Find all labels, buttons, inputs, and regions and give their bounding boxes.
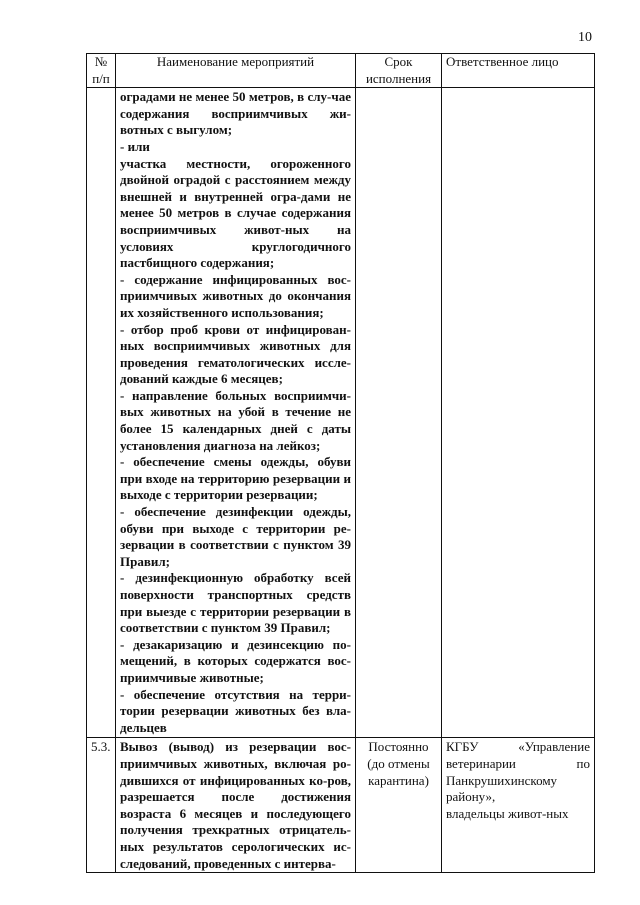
measure-item: оградами не менее 50 метров, в слу-чае содержания восприимчивых жи-вотных с выгулом;	[120, 89, 351, 138]
measure-item: - обеспечение смены одежды, обуви при входе на территорию резервации и выходе с территории резервации;	[120, 454, 351, 503]
measure-item: - дезинфекционную обработку всей поверхности транспортных средств при выезде с территории резервации в соответствии с пунктом 39 Правил;	[120, 570, 351, 636]
measure-item: - дезакаризацию и дезинсекцию по-мещений, в которых содержатся вос-приимчивые животные;	[120, 636, 351, 685]
cell-measures	[116, 738, 356, 873]
header-responsible: Ответственное лицо	[442, 54, 595, 88]
cell-responsible	[442, 88, 595, 738]
measures-table	[86, 53, 595, 873]
measure-item: участка местности, огороженного двойной оградой с расстоянием между внешней и внутренней огра-дами не менее 50 метров в случае содержания восприимчивых живот-ных на условиях круглогодичного пастбищного содержания;	[120, 155, 351, 271]
cell-num: 5.3.	[87, 738, 116, 873]
cell-measures	[116, 88, 356, 738]
cell-term	[356, 88, 442, 738]
header-term: Срок исполнения	[356, 54, 442, 88]
table-header-row	[87, 54, 595, 88]
measure-item: - направление больных восприимчи-вых животных на убой в течение не более 15 календарных дней с даты установления диагноза на лейкоз;	[120, 387, 351, 453]
page-number: 10	[578, 30, 592, 45]
cell-responsible	[442, 738, 595, 873]
measure-item: - или	[120, 138, 150, 154]
header-name: Наименование мероприятий	[116, 54, 356, 88]
cell-num	[87, 88, 116, 738]
cell-term: Постоянно (до отмены карантина)	[356, 738, 442, 873]
table-row	[87, 738, 595, 873]
measure-item: - содержание инфицированных вос-приимчивых животных до окончания их хозяйственного использования;	[120, 271, 351, 320]
header-num: № п/п	[87, 54, 116, 88]
table-row	[87, 88, 595, 738]
measure-item: - обеспечение отсутствия на терри-тории резервации животных без вла-дельцев	[120, 686, 351, 735]
measure-item: - отбор проб крови от инфицирован-ных восприимчивых животных для проведения гематологических иссле-дований каждые 6 месяцев;	[120, 321, 351, 387]
measure-item: Вывоз (вывод) из резервации вос-приимчивых животных, включая ро-дившихся от инфицированных ко-ров, разрешается после достижения возраста 6 месяцев и последующего получения трехкратных отрицатель-ных результатов серологических ис-следований, проведенных с интерва-	[120, 739, 351, 871]
responsible-owners: владельцы живот-ных	[446, 805, 569, 821]
responsible-org: КГБУ «Управление ветеринарии по Панкрушихинскому району»,	[446, 739, 590, 805]
measure-item: - обеспечение дезинфекции одежды, обуви при выходе с территории ре-зервации в соответствии с пунктом 39 Правил;	[120, 504, 351, 569]
